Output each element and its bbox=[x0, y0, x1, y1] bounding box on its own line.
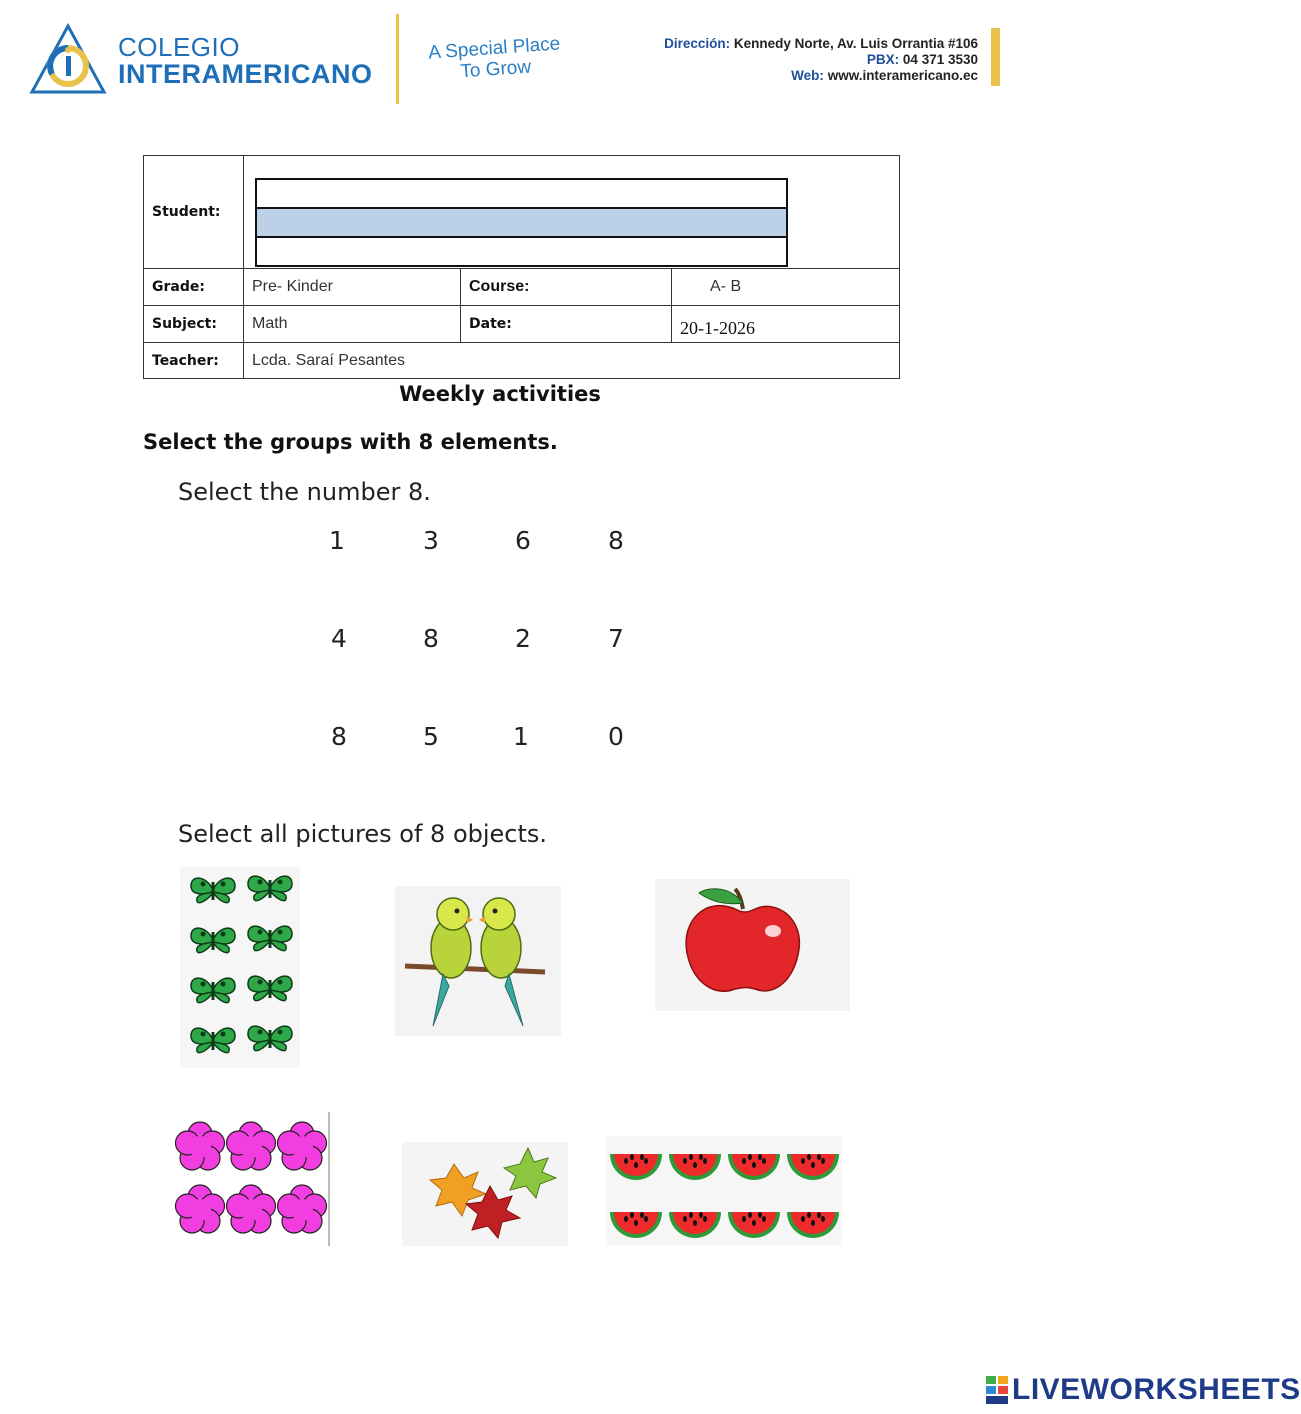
tagline-line2: To Grow bbox=[459, 56, 532, 83]
grade-label: Grade: bbox=[144, 269, 244, 306]
student-name-input-2[interactable] bbox=[255, 207, 788, 238]
header-divider bbox=[396, 14, 399, 104]
header-accent-bar bbox=[991, 28, 1000, 86]
grade-value: Pre- Kinder bbox=[244, 269, 461, 306]
number-option[interactable]: 0 bbox=[608, 722, 624, 751]
footer-brand: LIVEWORKSHEETS bbox=[1012, 1373, 1301, 1406]
tagline-line1: A Special Place bbox=[427, 33, 561, 64]
teacher-value: Lcda. Saraí Pesantes bbox=[244, 343, 900, 379]
number-option[interactable]: 3 bbox=[423, 526, 439, 555]
student-name-cell bbox=[244, 156, 900, 269]
number-option[interactable]: 7 bbox=[608, 624, 624, 653]
course-value: A- B bbox=[672, 269, 900, 306]
number-option[interactable]: 8 bbox=[331, 722, 347, 751]
teacher-label: Teacher: bbox=[144, 343, 244, 379]
page-title: Weekly activities bbox=[399, 382, 601, 406]
student-info-table bbox=[143, 155, 900, 379]
activity1-title: Select the number 8. bbox=[178, 478, 431, 506]
subject-label: Subject: bbox=[144, 306, 244, 343]
activity2-title: Select all pictures of 8 objects. bbox=[178, 820, 548, 848]
number-option[interactable]: 2 bbox=[515, 624, 531, 653]
number-option[interactable]: 8 bbox=[608, 526, 624, 555]
student-name-boxes bbox=[255, 180, 788, 267]
instruction: Select the groups with 8 elements. bbox=[143, 430, 558, 454]
number-option[interactable]: 8 bbox=[423, 624, 439, 653]
picture-watermelons[interactable] bbox=[606, 1136, 842, 1246]
student-label: Student: bbox=[144, 156, 244, 269]
student-name-input-1[interactable] bbox=[255, 178, 788, 209]
liveworksheets-icon bbox=[986, 1376, 1010, 1406]
number-option[interactable]: 5 bbox=[423, 722, 439, 751]
picture-leaves[interactable] bbox=[402, 1142, 568, 1246]
logo-line2: INTERAMERICANO bbox=[118, 59, 373, 89]
number-option[interactable]: 1 bbox=[513, 722, 529, 751]
phone-value: 04 371 3530 bbox=[902, 52, 978, 67]
date-value: 20-1-2026 bbox=[672, 306, 900, 343]
number-option[interactable]: 4 bbox=[331, 624, 347, 653]
number-option[interactable]: 1 bbox=[329, 526, 345, 555]
address-label: Dirección: bbox=[664, 36, 731, 51]
web-value: www.interamericano.ec bbox=[827, 68, 978, 83]
picture-apple[interactable] bbox=[655, 879, 850, 1011]
picture-flowers[interactable] bbox=[173, 1112, 331, 1246]
school-logo bbox=[28, 22, 378, 97]
picture-butterflies[interactable] bbox=[180, 866, 300, 1068]
contact-info bbox=[664, 36, 978, 84]
date-label: Date: bbox=[461, 306, 672, 343]
logo-line1: COLEGIO bbox=[118, 32, 240, 62]
phone-label: PBX: bbox=[866, 52, 900, 67]
web-label: Web: bbox=[791, 68, 824, 83]
address-value: Kennedy Norte, Av. Luis Orrantia #106 bbox=[733, 36, 978, 51]
tagline bbox=[419, 33, 572, 85]
course-label: Course: bbox=[461, 269, 672, 306]
number-option[interactable]: 6 bbox=[515, 526, 531, 555]
student-name-input-3[interactable] bbox=[255, 236, 788, 267]
subject-value: Math bbox=[244, 306, 461, 343]
picture-parrots[interactable] bbox=[395, 886, 561, 1036]
school-emblem-icon bbox=[28, 22, 108, 97]
